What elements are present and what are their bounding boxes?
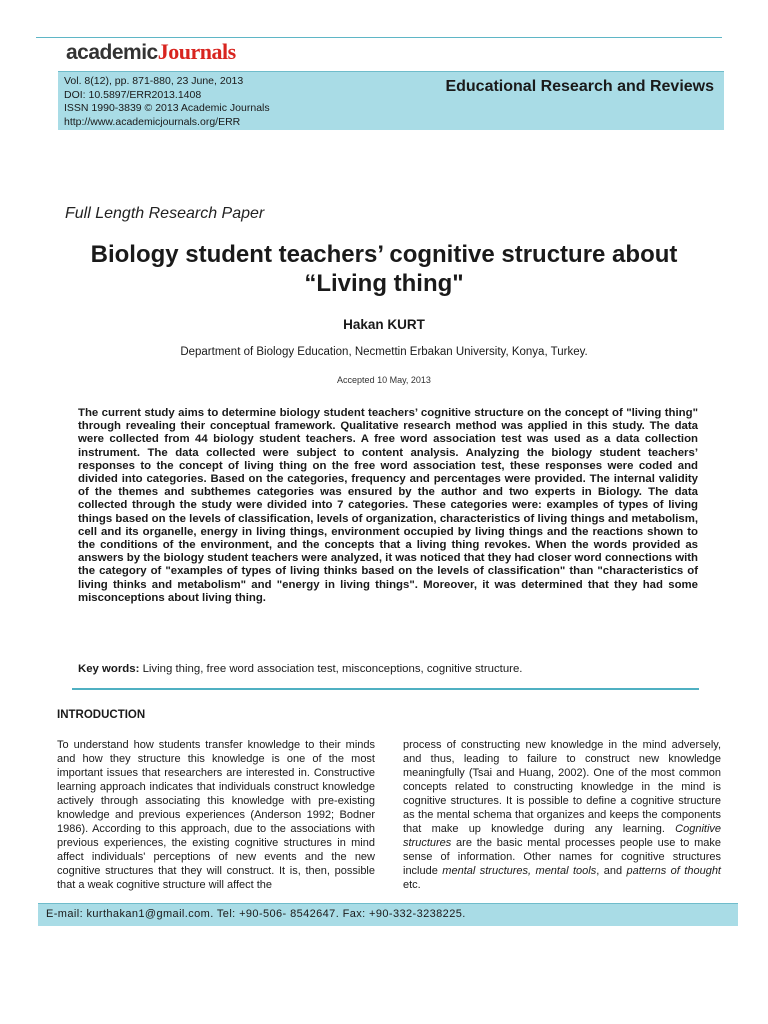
author-name: Hakan KURT — [343, 317, 425, 332]
section-divider — [72, 688, 699, 690]
journal-name: Educational Research and Reviews — [445, 78, 714, 95]
author-affiliation: Department of Biology Education, Necmettin Erbakan University, Konya, Turkey. — [180, 346, 588, 358]
journal-url[interactable]: http://www.academicjournals.org/ERR — [64, 115, 241, 128]
abstract: The current study aims to determine biology student teachers’ cognitive structure on the concept of "living thing" through revealing their conceptual framework. Qualitative research method was applied in this study. The data were collected from 44 biology student teachers. A free word association test was used as a data collection instrument. The data collected were subject to content analysis. Analyzing the biology student teachers’ responses to the concept of living thing on the free word association test, these responses were coded and divided into categories. Based on the categories, frequency and percentages were provided. The internal validity of the themes and subthemes categories was ensured by the author and two experts in Biology. The data collected through the study were divided into 7 categories. These categories were: examples of types of living things based on the levels of classification, levels of organization, characteristics of living things and metabolism, cell and its organelle, energy in living things, environment occupied by living things and the reactions shown to the conditions of the environment, and the concepts that a living thing revokes. When the words provided as answers by the biology student teachers were analyzed, it was noticed that they had closer word connections with the category of "examples of types of living thinks based on the levels of classification" than "characteristics of living thinks and metabolism" and "energy in living things". Moreover, it was determined that they had some misconceptions about living thing. — [78, 407, 698, 604]
volume-line: Vol. 8(12), pp. 871-880, 23 June, 2013 — [64, 75, 244, 87]
publisher-logo: academicJournals — [66, 39, 236, 64]
paper-type: Full Length Research Paper — [65, 205, 265, 222]
keywords-label: Key words: — [78, 663, 140, 675]
paper-title: Biology student teachers’ cognitive structure about “Living thing" — [90, 241, 678, 297]
introduction-right-column: process of constructing new knowledge in the mind adversely, and thus, leading to failure to construct new knowledge meaningfully (Tsai and Huang, 2002). One of the most common concepts related to constructing knowledge in the mind is cognitive structures. It is possible to define a cognitive structure as the mental schema that organizes and keeps the components that make up knowledge during any learning. Cognitive structures are the basic mental processes people use to make sense of information. Other names for cognitive structures include mental structures, mental tools, and patterns of thought etc. — [403, 739, 721, 891]
doi-line: DOI: 10.5897/ERR2013.1408 — [64, 88, 202, 101]
citation-info — [64, 75, 270, 129]
keywords — [78, 662, 698, 676]
journal-info-bar — [58, 71, 724, 130]
top-rule — [36, 37, 722, 38]
accepted-date: Accepted 10 May, 2013 — [337, 375, 431, 385]
introduction-left-column: To understand how students transfer knowledge to their minds and how they structure this knowledge is one of the most important issues that researchers are interested in. Constructive learning approach indicates that individuals construct knowledge actively through associating this knowledge with pre-existing knowledge and previous experiences (Anderson 1992; Bodner 1986). According to this approach, due to the associations with previous experiences, the existing cognitive structures in mind affect individuals' perceptions of new events and the new cognitive structures that they will construct. It is, then, possible that a weak cognitive structure will affect the — [57, 739, 375, 891]
keywords-text: Living thing, free word association test, misconceptions, cognitive structure. — [139, 663, 523, 675]
section-heading-introduction: INTRODUCTION — [57, 709, 146, 721]
contact-info: E-mail: kurthakan1@gmail.com. Tel: +90-506- 8542647. Fax: +90-332-3238225. — [46, 908, 466, 920]
contact-footer — [38, 903, 738, 926]
issn-line: ISSN 1990-3839 © 2013 Academic Journals — [64, 102, 270, 114]
